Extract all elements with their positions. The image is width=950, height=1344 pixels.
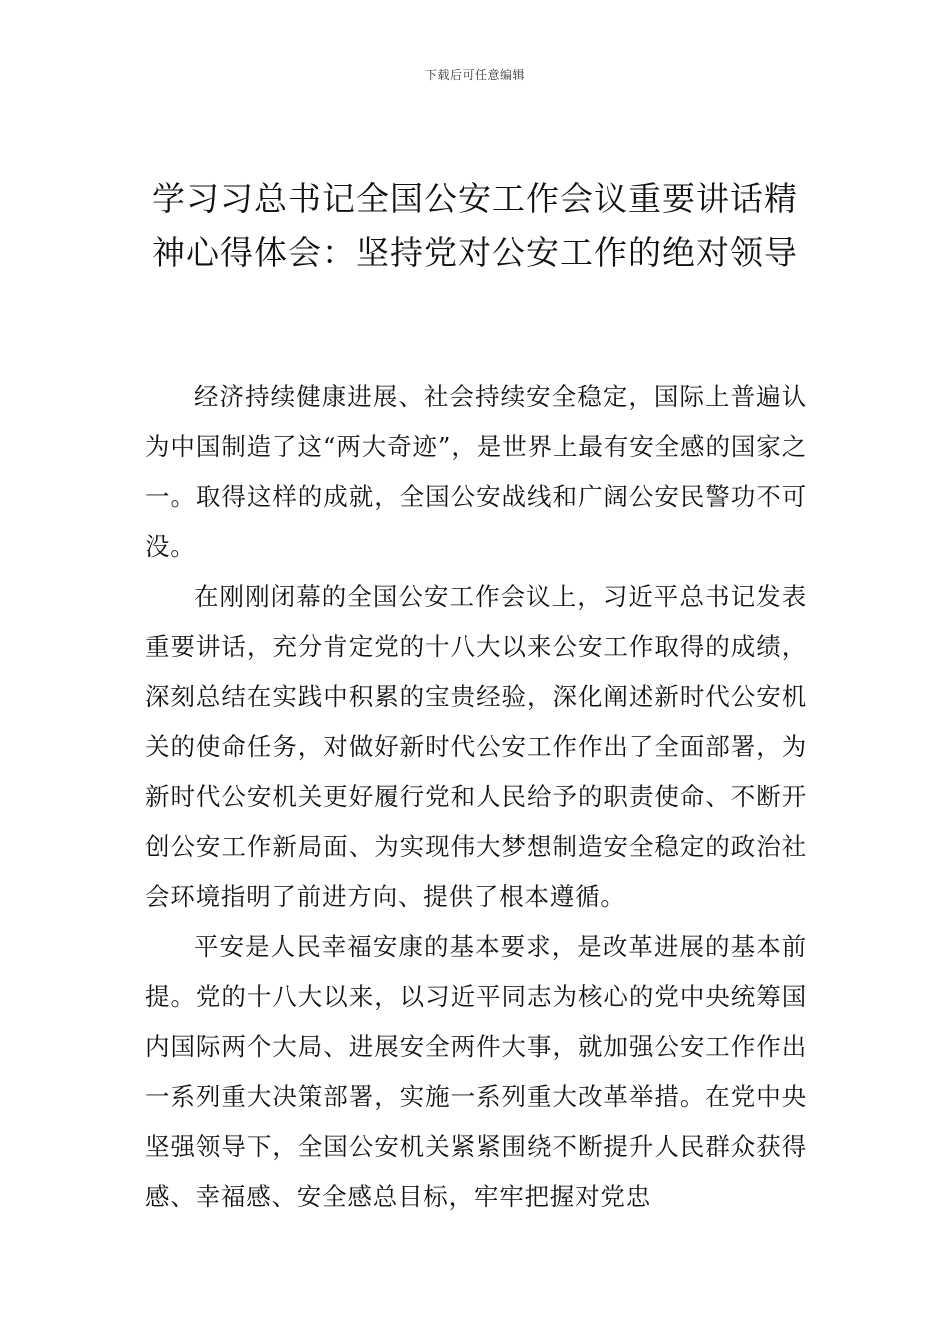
document-body <box>145 372 807 1222</box>
paragraph-3: 平安是人民幸福安康的基本要求，是改革进展的基本前提。党的十八大以来，以习近平同志为核心的党中央统筹国内国际两个大局、进展安全两件大事，就加强公安工作作出一系列重大决策部署，实施一系列重大改革举措。在党中央坚强领导下，全国公安机关紧紧围绕不断提升人民群众获得感、幸福感、安全感总目标，牢牢把握对党忠 <box>145 932 807 1211</box>
document-title: 学习习总书记全国公安工作会议重要讲话精神心得体会：坚持党对公安工作的绝对领导 <box>152 179 798 272</box>
paragraph-2: 在刚刚闭幕的全国公安工作会议上，习近平总书记发表重要讲话，充分肯定党的十八大以来公安工作取得的成绩，深刻总结在实践中积累的宝贵经验，深化阐述新时代公安机关的使命任务，对做好新时代公安工作作出了全面部署，为新时代公安机关更好履行党和人民给予的职责使命、不断开创公安工作新局面、为实现伟大梦想制造安全稳定的政治社会环境指明了前进方向、提供了根本遵循。 <box>145 582 807 911</box>
paragraph-1: 经济持续健康进展、社会持续安全稳定，国际上普遍认为中国制造了这“两大奇迹”，是世界上最有安全感的国家之一。取得这样的成就，全国公安战线和广阔公安民警功不可没。 <box>145 382 807 561</box>
header-note: 下载后可任意编辑 <box>424 68 525 82</box>
